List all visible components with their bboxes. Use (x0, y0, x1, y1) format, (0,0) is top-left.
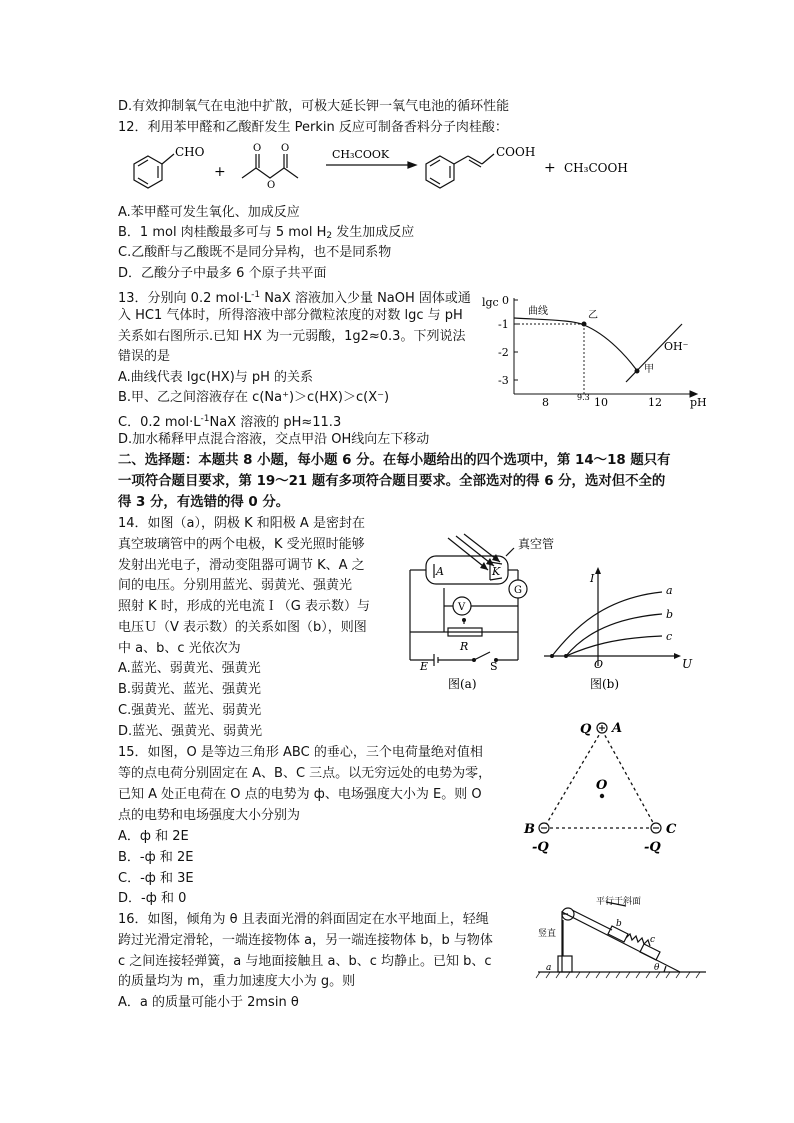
center-o-dot (600, 794, 604, 798)
q13-option-b: B.甲、乙之间溶液存在 c(Na⁺)＞c(HX)＞c(X⁻) (118, 390, 390, 405)
benzaldehyde-structure (134, 154, 174, 188)
q16-incline-figure (530, 890, 710, 982)
point-yi-label: 乙 (588, 310, 598, 321)
voltage-axis-label: U (682, 657, 693, 671)
vertical-label: 竖直 (538, 929, 557, 939)
q13-l1-part1: 13．分别向 0.2 mol·L (118, 291, 252, 306)
q13-option-d: D.加水稀释甲点混合溶液，交点甲沿 OH线向左下移动 (118, 432, 430, 447)
y-tick-neg3: -3 (498, 374, 509, 387)
q15-stem-line3: 已知 A 处正电荷在 O 点的电势为 ф、电场强度大小为 E。则 O (118, 787, 482, 802)
q13-stem-line2: 入 HC1 气体时，所得溶液中部分微粒浓度的对数 lgc 与 pH (118, 308, 463, 323)
point-jia-label: 甲 (644, 364, 654, 375)
point-jia (635, 369, 640, 374)
q13-stem-line4: 错误的是 (118, 349, 171, 364)
y-tick-0: 0 (502, 294, 509, 307)
q13-lgc-ph-graph (478, 290, 714, 410)
vertex-c-label: C (666, 822, 677, 837)
reactant-cho-label: CHO (175, 145, 205, 159)
q14-option-a: A.蓝光、弱黄光、强黄光 (118, 661, 261, 676)
resistor-label: R (460, 640, 469, 653)
catalyst-label: CH₃COOK (332, 148, 390, 161)
voltmeter-label: V (458, 602, 466, 613)
curve-a-label: a (666, 584, 673, 597)
vacuum-tube-label: 真空管 (518, 537, 555, 551)
block-b-label: b (616, 919, 622, 929)
q13-c-part2: NaX 溶液的 pH≈11.3 (209, 415, 342, 430)
galvanometer-label: G (514, 585, 522, 596)
anode-label: A (436, 565, 444, 578)
parallel-to-incline-label: 平行于斜面 (596, 897, 642, 907)
anhydride-o1: O (253, 143, 262, 154)
charge-c-q: -Q (644, 840, 661, 855)
section2-heading-line3: 得 3 分，有选错的得 0 分。 (118, 495, 290, 510)
block-c-label: c (650, 935, 656, 945)
q15-stem-line4: 点的电势和电场强度大小分别为 (118, 808, 301, 823)
q12-b-subscript: 2 (326, 231, 333, 241)
q13-c-part1: C．0.2 mol·L (118, 415, 201, 430)
q12-b-part1: B．1 mol 肉桂酸最多可与 5 mol H (118, 225, 327, 240)
anhydride-o3: O (281, 143, 290, 154)
plus-sign-1: + (214, 164, 226, 180)
q16-option-a: A．a 的质量可能小于 2msin θ (118, 995, 299, 1010)
point-yi (582, 322, 587, 327)
figure-a-caption: 图(a) (448, 677, 477, 691)
q13-l1-sup: -1 (251, 290, 261, 300)
byproduct-label: CH₃COOH (564, 161, 628, 175)
q13-c-sup: -1 (200, 414, 210, 424)
perkin-reaction-scheme (118, 138, 638, 202)
q15-option-b: B．-ф 和 2E (118, 850, 194, 865)
q15-triangle-charges (518, 716, 698, 858)
reaction-arrow (326, 162, 416, 168)
switch-label: S (490, 660, 498, 673)
q12-option-c: C.乙酸酐与乙酸既不是同分异构，也不是同系物 (118, 245, 392, 260)
q15-option-d: D．-ф 和 0 (118, 891, 187, 906)
section2-heading-line1: 二、选择题：本题共 8 小题，每小题 6 分。在每小题给出的四个选项中，第 14～18 题只有 (118, 453, 671, 468)
battery-label: E (420, 660, 429, 673)
q14-option-b: B.弱黄光、蓝光、强黄光 (118, 682, 262, 697)
oh-label: OH⁻ (664, 340, 689, 353)
q11-option-d: D.有效抑制氧气在电池中扩散，可极大延长钾一氧气电池的循环性能 (118, 99, 510, 114)
q12-option-d: D．乙酸分子中最多 6 个原子共平面 (118, 266, 327, 281)
curve-label: 曲线 (528, 306, 548, 317)
q13-stem-line3: 关系如右图所示.已知 HX 为一元弱酸，1g2≈0.3。下列说法 (118, 329, 466, 344)
acetic-anhydride-structure (242, 154, 298, 178)
q16-stem-line3: c 之间连接轻弹簧，a 与地面接触且 a、b、c 均静止。已知 b、c (118, 954, 492, 969)
y-tick-neg1: -1 (498, 318, 509, 331)
q15-stem-line1: 15．如图，O 是等边三角形 ABC 的垂心，三个电荷量绝对值相 (118, 745, 483, 760)
orthocenter-label: O (596, 778, 608, 793)
q16-stem-line1: 16．如图，倾角为 θ 且表面光滑的斜面固定在水平地面上，轻绳 (118, 912, 489, 927)
curve-b-label: b (666, 608, 674, 621)
q14-figures (404, 528, 704, 694)
cathode-label: K (492, 565, 501, 578)
q15-stem-line2: 等的点电荷分别固定在 A、B、C 三点。以无穷远处的电势为零， (118, 766, 492, 781)
theta-label: θ (654, 963, 660, 973)
q13-option-a: A.曲线代表 lgc(HX)与 pH 的关系 (118, 370, 314, 385)
x-tick-10: 10 (594, 396, 608, 409)
charge-a-q: Q (580, 722, 592, 737)
q12-option-a: A.苯甲醛可发生氧化、加成反应 (118, 205, 300, 220)
figure-b-caption: 图(b) (590, 677, 620, 691)
q13-l1-part2: NaX 溶液加入少量 NaOH 固体或通 (260, 291, 471, 306)
q14-stem-line3: 发射出光电子，滑动变阻器可调节 K、A 之 (118, 558, 365, 573)
x-tick-8: 8 (542, 396, 549, 409)
q15-option-a: A．ф 和 2E (118, 829, 189, 844)
q14-stem-line7: 中 a、b、c 光依次为 (118, 641, 241, 656)
y-axis-label: lgc (482, 296, 499, 309)
vertex-a-label: A (612, 721, 623, 736)
charge-b-q: -Q (532, 840, 549, 855)
q15-option-c: C．-ф 和 3E (118, 871, 194, 886)
product-cooh-label: COOH (496, 145, 536, 159)
q14-stem-line1: 14．如图（a），阴极 K 和阳极 A 是密封在 (118, 516, 365, 531)
x-tick-9-3: 9.3 (577, 393, 590, 402)
section2-heading-line2: 一项符合题目要求，第 19～21 题有多项符合题目要求。全部选对的得 6 分，选对但不全的 (118, 474, 666, 489)
origin-label: O (594, 658, 604, 671)
q12-stem: 12．利用苯甲醛和乙酸酐发生 Perkin 反应可制备香料分子肉桂酸： (118, 120, 508, 135)
q16-stem-line2: 跨过光滑定滑轮，一端连接物体 a，另一端连接物体 b，b 与物体 (118, 933, 493, 948)
q14-stem-line4: 间的电压。分别用蓝光、弱黄光、强黄光 (118, 578, 353, 593)
q14-stem-line5: 照射 K 时，形成的光电流Ｉ（G 表示数）与 (118, 599, 370, 614)
q12-b-part2: 发生加成反应 (332, 225, 415, 240)
x-tick-12: 12 (648, 396, 662, 409)
q14-option-d: D.蓝光、强黄光、弱黄光 (118, 724, 263, 739)
oh-line (626, 324, 682, 382)
q14-option-c: C.强黄光、蓝光、弱黄光 (118, 703, 262, 718)
circuit-diagram-a (410, 534, 527, 666)
block-a-label: a (546, 963, 552, 973)
q16-stem-line4: 的质量均为 m，重力加速度大小为 g。则 (118, 974, 356, 989)
anhydride-o2: O (267, 180, 276, 191)
x-axis-label: pH (690, 396, 707, 409)
cinnamic-acid-structure (426, 154, 494, 188)
q14-stem-line2: 真空玻璃管中的两个电极，K 受光照时能够 (118, 537, 365, 552)
vertex-b-label: B (524, 822, 535, 837)
iu-graph-b (544, 574, 674, 666)
hx-curve (514, 318, 638, 372)
q14-stem-line6: 电压Ｕ（V 表示数）的关系如图（b），则图 (118, 620, 367, 635)
current-axis-label: I (590, 572, 595, 585)
y-tick-neg2: -2 (498, 346, 509, 359)
plus-sign-2: + (544, 160, 556, 176)
curve-c-label: c (666, 630, 673, 643)
